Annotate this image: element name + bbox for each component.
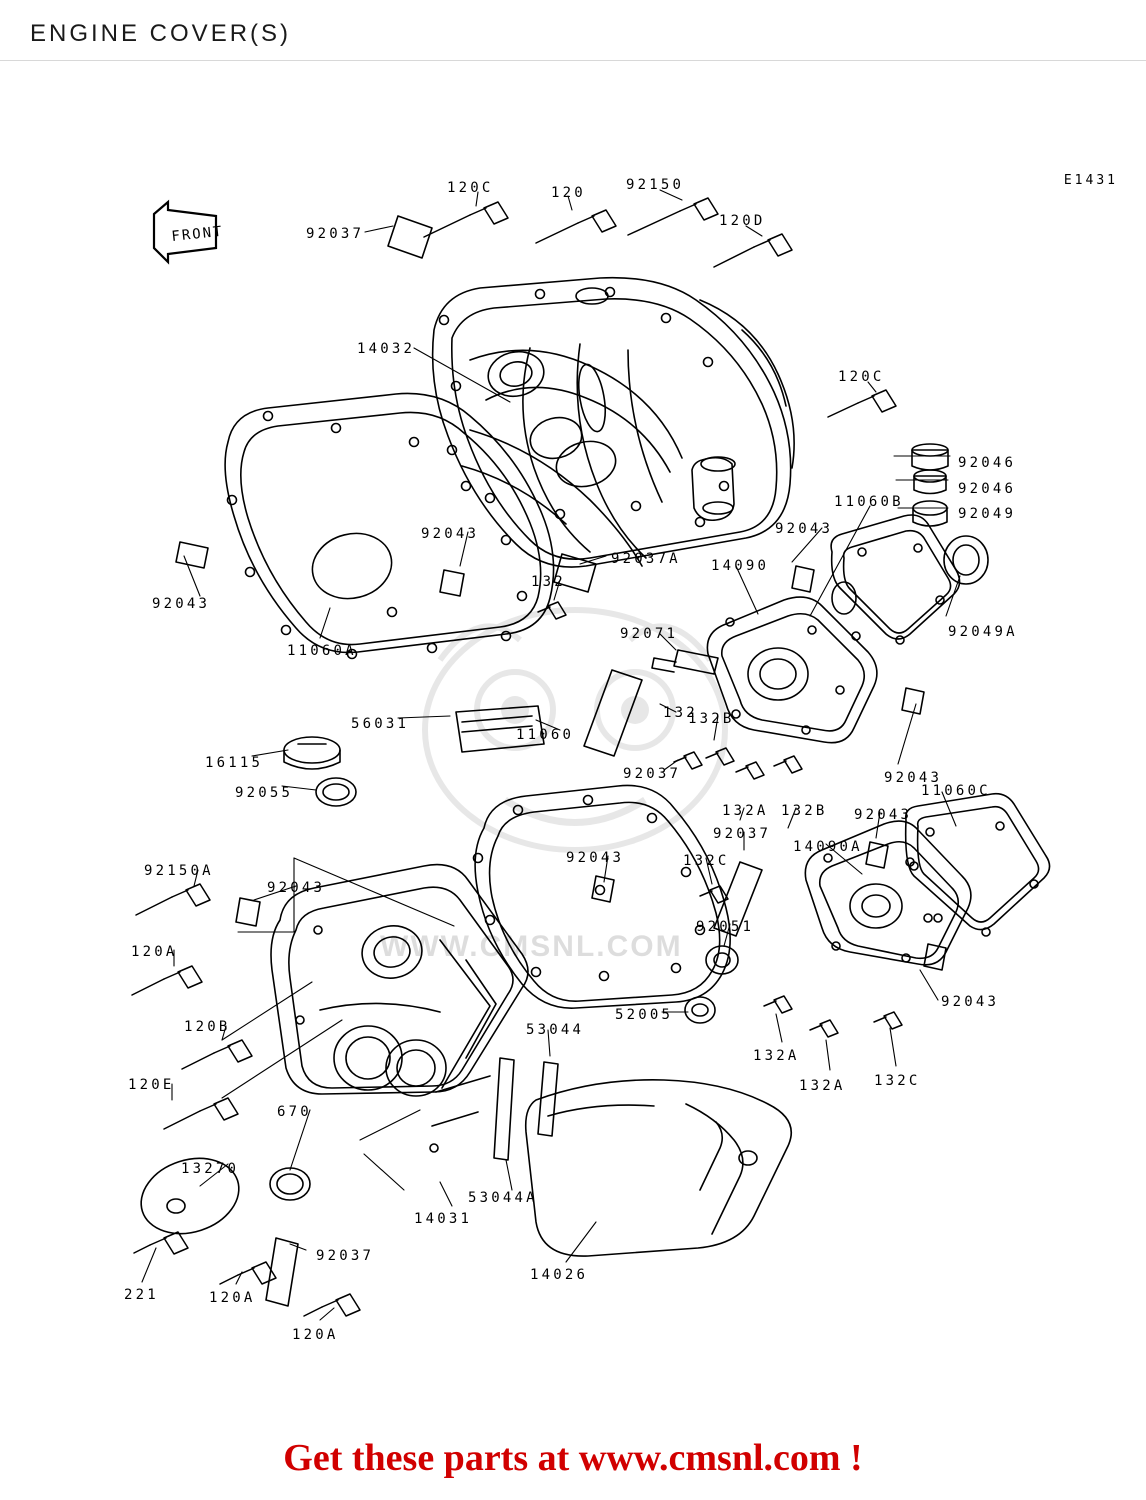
part-label: 670	[277, 1104, 312, 1120]
part-label: 120A	[131, 944, 178, 960]
diagram-code: E1431	[1063, 173, 1118, 188]
part-label: 14090	[711, 558, 770, 574]
part-11060B-gasket	[831, 515, 959, 644]
part-label: 52005	[615, 1007, 674, 1023]
part-label: 132C	[874, 1073, 921, 1089]
part-label: 14032	[357, 341, 416, 357]
part-52005-ring	[685, 997, 715, 1023]
part-label: 92150	[626, 177, 685, 193]
part-label: 92037A	[611, 551, 681, 567]
part-label: 120E	[128, 1077, 175, 1093]
footer-promo[interactable]: Get these parts at www.cmsnl.com !	[283, 1437, 863, 1479]
part-label: 56031	[351, 716, 410, 732]
part-92049-seal	[913, 501, 947, 526]
part-label: 92043	[267, 880, 326, 896]
part-11060-gasket	[474, 785, 731, 1008]
part-label: 120C	[447, 180, 494, 196]
part-label: 92051	[696, 919, 755, 935]
part-label: 53044A	[468, 1190, 538, 1206]
part-92071-grommet	[652, 650, 718, 674]
part-label: 221	[124, 1287, 159, 1303]
part-label: 11060A	[287, 643, 357, 659]
part-label: 13270	[181, 1161, 240, 1177]
part-label: 120C	[838, 369, 885, 385]
part-label: 11060	[516, 727, 575, 743]
part-92055-oring	[316, 778, 356, 806]
part-14026-cover	[526, 1080, 792, 1256]
part-11060C-gasket	[906, 794, 1050, 936]
part-92046-collar-a	[912, 444, 948, 470]
part-label: 92049A	[948, 624, 1018, 640]
part-16115-cap	[284, 737, 340, 769]
part-label: 120A	[292, 1327, 339, 1343]
part-label: 92037	[623, 766, 682, 782]
part-label: 132C	[683, 853, 730, 869]
part-label: 92043	[775, 521, 834, 537]
part-label: 92049	[958, 506, 1017, 522]
part-label: 132A	[722, 803, 769, 819]
part-label: 132A	[753, 1048, 800, 1064]
part-label: 92150A	[144, 863, 214, 879]
part-label: 132B	[688, 711, 735, 727]
part-92051-ring	[706, 946, 738, 974]
header-divider	[0, 60, 1146, 61]
part-14032-engine-case	[433, 278, 795, 567]
part-label: 14090A	[793, 839, 863, 855]
part-label: 132	[663, 705, 698, 721]
part-label: 132A	[799, 1078, 846, 1094]
part-label: 11060C	[921, 783, 991, 799]
part-label: 92037	[316, 1248, 375, 1264]
part-label: 92037	[713, 826, 772, 842]
front-direction-marker	[146, 196, 226, 268]
part-label: 11060B	[834, 494, 904, 510]
part-label: 92043	[941, 994, 1000, 1010]
part-92046-collar-b	[914, 470, 946, 494]
part-label: 92043	[884, 770, 943, 786]
svg-text:FRONT: FRONT	[170, 223, 225, 245]
part-label: 92055	[235, 785, 294, 801]
part-label: 132	[531, 574, 566, 590]
part-label: 14026	[530, 1267, 589, 1283]
part-11060A-gasket	[225, 393, 553, 658]
part-label: 120A	[209, 1290, 256, 1306]
part-label: 92043	[566, 850, 625, 866]
part-670-oring	[270, 1168, 310, 1200]
watermark-text: WWW.CMSNL.COM	[380, 930, 683, 963]
part-label: 53044	[526, 1022, 585, 1038]
part-label: 120	[551, 185, 586, 201]
part-label: 14031	[414, 1211, 473, 1227]
leader-lines	[142, 190, 960, 1320]
part-53044A-damper	[494, 1058, 514, 1160]
part-label: 120B	[184, 1019, 231, 1035]
front-arrow-icon	[146, 196, 226, 268]
part-label: 120D	[719, 213, 766, 229]
part-label: 92046	[958, 455, 1017, 471]
part-label: 92043	[152, 596, 211, 612]
dowel-pins	[176, 216, 946, 1306]
part-label: 92037	[306, 226, 365, 242]
part-label: 92043	[421, 526, 480, 542]
part-92049A-oil-seal	[944, 536, 988, 584]
part-label: 16115	[205, 755, 264, 771]
part-53044-damper	[538, 1062, 558, 1136]
part-label: 92071	[620, 626, 679, 642]
part-label: 92043	[854, 807, 913, 823]
watermark-logo	[395, 560, 755, 980]
part-label: 132B	[781, 803, 828, 819]
page-title: ENGINE COVER(S)	[30, 20, 292, 47]
part-label: 92046	[958, 481, 1017, 497]
